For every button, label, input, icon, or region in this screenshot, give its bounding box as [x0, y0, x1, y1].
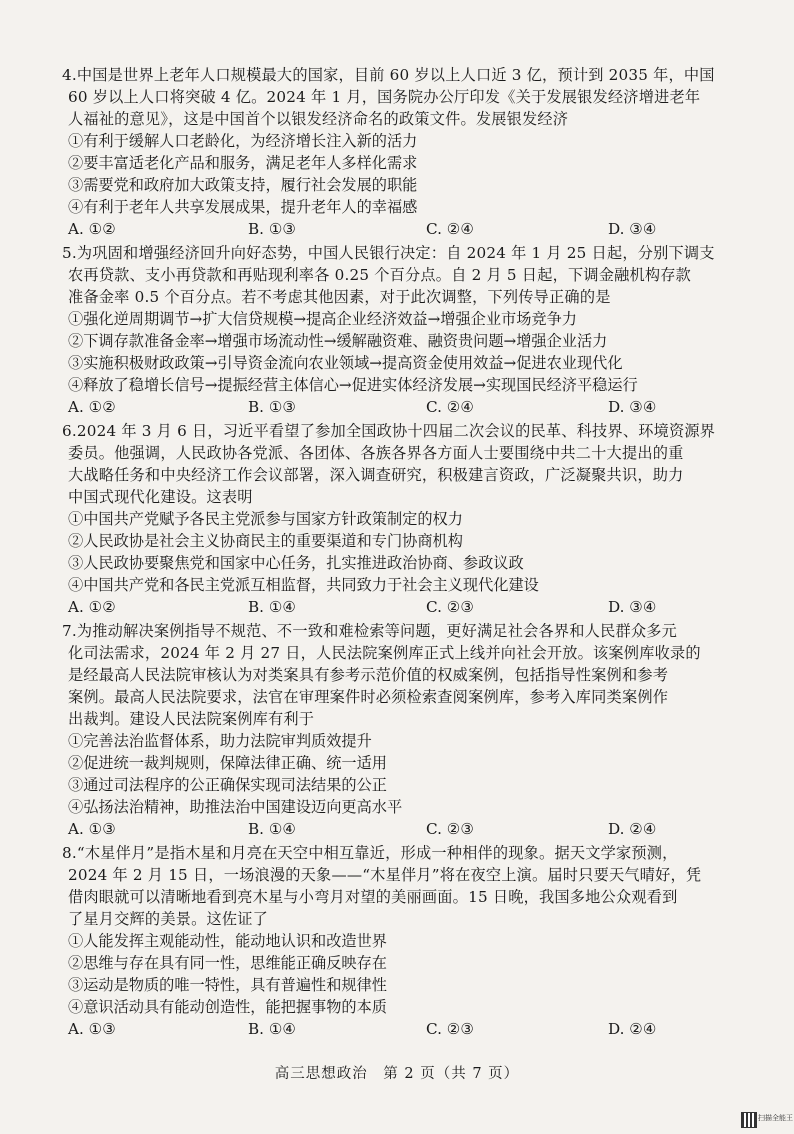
- statement-option: ④意识活动具有能动创造性，能把握事物的本质: [68, 998, 387, 1016]
- choice-a: A. ①③: [68, 1020, 116, 1038]
- question-7: [62, 620, 752, 840]
- choice-c: C. ②③: [426, 820, 474, 838]
- question-stem-line: 60 岁以上人口将突破 4 亿。2024 年 1 月，国务院办公厅印发《关于发展银发经济增进老年: [68, 88, 701, 106]
- question-stem-line: 委员。他强调，人民政协各党派、各团体、各族各界各方面人士要围绕中共二十大提出的重: [68, 444, 684, 462]
- choice-d: D. ③④: [608, 398, 657, 416]
- question-6: [62, 420, 752, 618]
- question-stem-line: 大战略任务和中央经济工作会议部署，深入调查研究，积极建言资政，广泛凝聚共识，助力: [68, 466, 684, 484]
- question-5: [62, 242, 752, 418]
- question-8: [62, 842, 752, 1040]
- question-stem-line: 6.2024 年 3 月 6 日，习近平看望了参加全国政协十四届二次会议的民革、科技界、环境资源界: [62, 422, 716, 440]
- statement-option: ③实施积极财政政策→引导资金流向农业领域→提高资金使用效益→促进农业现代化: [68, 354, 623, 372]
- scanner-watermark: 扫描全能王: [758, 1114, 793, 1122]
- statement-option: ④有利于老年人共享发展成果，提升老年人的幸福感: [68, 198, 418, 216]
- statement-option: ②人民政协是社会主义协商民主的重要渠道和专门协商机构: [68, 532, 463, 550]
- question-stem-line: 4.中国是世界上老年人口规模最大的国家，目前 60 岁以上人口近 3 亿，预计到 2035 年，中国: [62, 66, 715, 84]
- choice-a: A. ①③: [68, 820, 116, 838]
- question-stem-line: 农再贷款、支小再贷款和再贴现利率各 0.25 个百分点。自 2 月 5 日起，下调金融机构存款: [68, 266, 692, 284]
- question-stem-line: 7.为推动解决案例指导不规范、不一致和难检索等问题，更好满足社会各界和人民群众多元: [62, 622, 678, 640]
- choice-d: D. ②④: [608, 1020, 657, 1038]
- choice-c: C. ②③: [426, 1020, 474, 1038]
- choice-c: C. ②④: [426, 220, 474, 238]
- question-stem-line: 中国式现代化建设。这表明: [68, 488, 253, 506]
- statement-option: ①完善法治监督体系，助力法院审判质效提升: [68, 732, 372, 750]
- statement-option: ③通过司法程序的公正确保实现司法结果的公正: [68, 776, 387, 794]
- statement-option: ③人民政协要聚焦党和国家中心任务，扎实推进政治协商、参政议政: [68, 554, 524, 572]
- statement-option: ③需要党和政府加大政策支持，履行社会发展的职能: [68, 176, 418, 194]
- choice-b: B. ①④: [248, 820, 297, 838]
- question-stem-line: 人福祉的意见》，这是中国首个以银发经济命名的政策文件。发展银发经济: [68, 110, 569, 128]
- statement-option: ②思维与存在具有同一性，思维能正确反映存在: [68, 954, 387, 972]
- choice-d: D. ③④: [608, 598, 657, 616]
- question-stem-line: 了星月交辉的美景。这佐证了: [68, 910, 269, 928]
- answer-choices: [62, 396, 752, 418]
- choice-b: B. ①③: [248, 398, 297, 416]
- qr-code-icon: [741, 1112, 757, 1128]
- statement-option: ②要丰富适老化产品和服务，满足老年人多样化需求: [68, 154, 418, 172]
- choice-b: B. ①③: [248, 220, 297, 238]
- statement-option: ①人能发挥主观能动性，能动地认识和改造世界: [68, 932, 387, 950]
- statement-option: ②下调存款准备金率→增强市场流动性→缓解融资难、融资贵问题→增强企业活力: [68, 332, 608, 350]
- choice-b: B. ①④: [248, 598, 297, 616]
- choice-c: C. ②④: [426, 398, 474, 416]
- statement-option: ④弘扬法治精神，助推法治中国建设迈向更高水平: [68, 798, 403, 816]
- answer-choices: [62, 218, 752, 240]
- statement-option: ④中国共产党和各民主党派互相监督，共同致力于社会主义现代化建设: [68, 576, 539, 594]
- question-stem-line: 案例。最高人民法院要求，法官在审理案件时必须检索查阅案例库，参考入库同类案例作: [68, 688, 669, 706]
- statement-option: ①强化逆周期调节→扩大信贷规模→提高企业经济效益→增强企业市场竞争力: [68, 310, 577, 328]
- question-stem-line: 2024 年 2 月 15 日，一场浪漫的天象——“木星伴月”将在夜空上演。届时只要天气晴好，凭: [68, 866, 702, 884]
- answer-choices: [62, 596, 752, 618]
- question-stem-line: 8.“木星伴月”是指木星和月亮在天空中相互靠近，形成一种相伴的现象。据天文学家预测，: [62, 844, 678, 862]
- question-stem-line: 出裁判。建设人民法院案例库有利于: [68, 710, 315, 728]
- statement-option: ①中国共产党赋予各民主党派参与国家方针政策制定的权力: [68, 510, 463, 528]
- choice-a: A. ①②: [68, 598, 116, 616]
- choice-b: B. ①④: [248, 1020, 297, 1038]
- statement-option: ③运动是物质的唯一特性，具有普遍性和规律性: [68, 976, 387, 994]
- question-stem-line: 是经最高人民法院审核认为对类案具有参考示范价值的权威案例，包括指导性案例和参考: [68, 666, 669, 684]
- statement-option: ②促进统一裁判规则，保障法律正确、统一适用: [68, 754, 387, 772]
- question-stem-line: 化司法需求，2024 年 2 月 27 日，人民法院案例库正式上线并向社会开放。该案例库收录的: [68, 644, 701, 662]
- question-stem-line: 准备金率 0.5 个百分点。若不考虑其他因素，对于此次调整，下列传导正确的是: [68, 288, 611, 306]
- answer-choices: [62, 818, 752, 840]
- question-stem-line: 借肉眼就可以清晰地看到亮木星与小弯月对望的美丽画面。15 日晚，我国多地公众观看到: [68, 888, 678, 906]
- question-stem-line: 5.为巩固和增强经济回升向好态势，中国人民银行决定：自 2024 年 1 月 25 日起，分别下调支: [62, 244, 715, 262]
- answer-choices: [62, 1018, 752, 1040]
- question-4: [62, 64, 752, 240]
- choice-d: D. ③④: [608, 220, 657, 238]
- choice-c: C. ②③: [426, 598, 474, 616]
- choice-a: A. ①②: [68, 398, 116, 416]
- page-footer: 高三思想政治 第 2 页（共 7 页）: [274, 1066, 520, 1082]
- statement-option: ④释放了稳增长信号→提振经营主体信心→促进实体经济发展→实现国民经济平稳运行: [68, 376, 638, 394]
- choice-a: A. ①②: [68, 220, 116, 238]
- choice-d: D. ②④: [608, 820, 657, 838]
- statement-option: ①有利于缓解人口老龄化，为经济增长注入新的活力: [68, 132, 418, 150]
